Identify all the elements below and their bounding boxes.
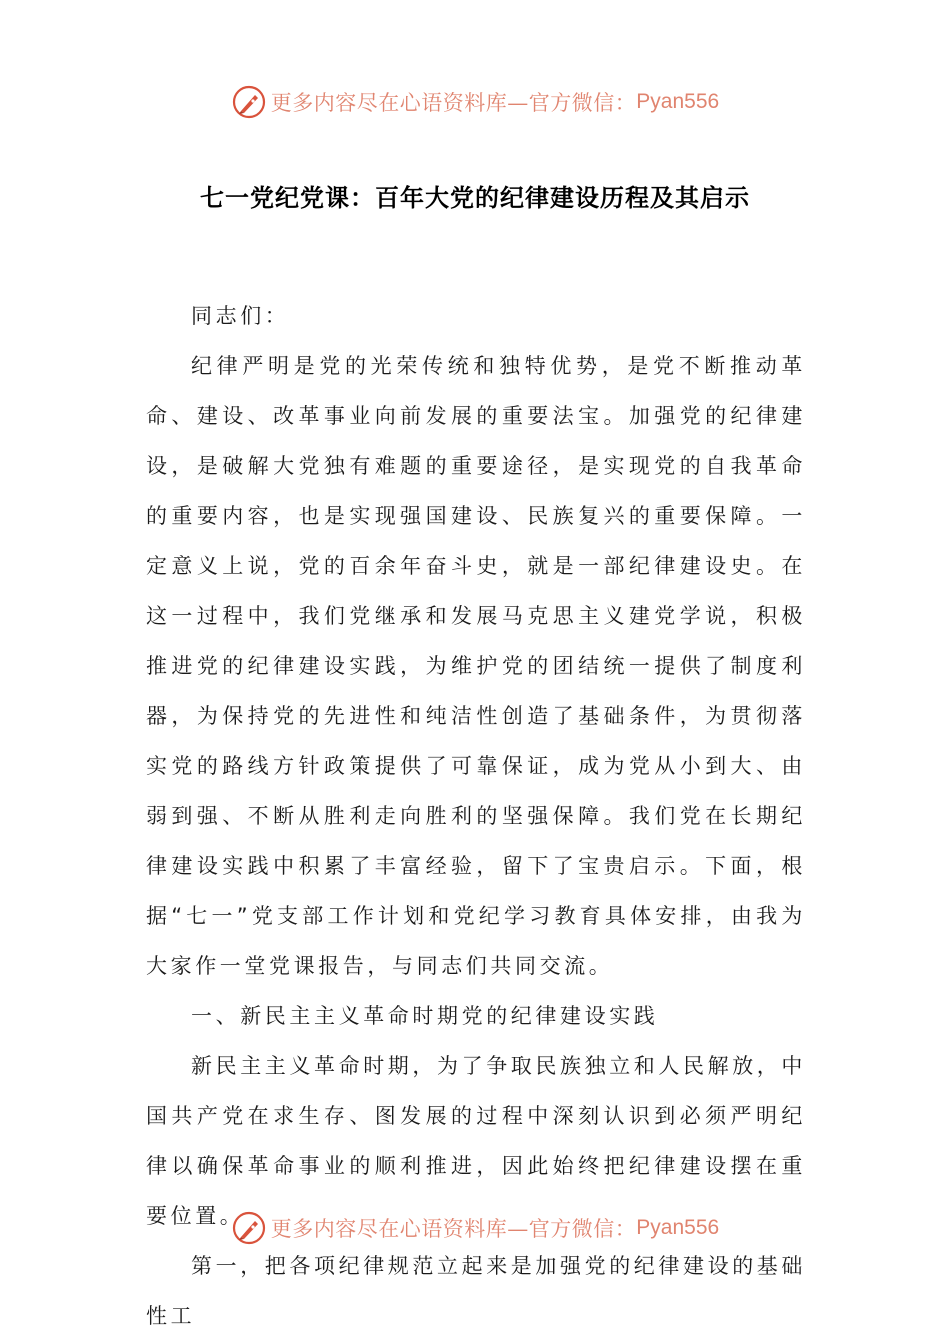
section-heading: 一、新民主主义革命时期党的纪律建设实践 (191, 1004, 659, 1028)
watermark-text: 更多内容尽在心语资料库—官方微信： (270, 91, 637, 115)
watermark-banner-bottom (0, 1206, 950, 1250)
paragraph: 第一，把各项纪律规范立起来是加强党的纪律建设的基础性工 (146, 1254, 806, 1328)
watermark-banner-top (0, 80, 950, 124)
pen-nib-logo-icon (231, 1210, 267, 1246)
paragraph: 新民主主义革命时期，为了争取民族独立和人民解放，中国共产党在求生存、图发展的过程中深刻认识到必须严明纪律以确保革命事业的顺利推进，因此始终把纪律建设摆在重要位置。 (146, 1054, 806, 1228)
document-title: 七一党纪党课：百年大党的纪律建设历程及其启示 (200, 184, 750, 212)
salutation: 同志们： (191, 304, 290, 328)
watermark-text: 更多内容尽在心语资料库—官方微信： (270, 1217, 637, 1241)
watermark-wechat-id: Pyan556 (636, 1216, 720, 1239)
document-body (146, 291, 806, 1341)
pen-nib-logo-icon (231, 84, 267, 120)
paragraph: 纪律严明是党的光荣传统和独特优势，是党不断推动革命、建设、改革事业向前发展的重要法宝。加强党的纪律建设，是破解大党独有难题的重要途径，是实现党的自我革命的重要内容，也是实现强国建设、民族复兴的重要保障。一定意义上说，党的百余年奋斗史，就是一部纪律建设史。在这一过程中，我们党继承和发展马克思主义建党学说，积极推进党的纪律建设实践，为维护党的团结统一提供了制度利器，为保持党的先进性和纯洁性创造了基础条件，为贯彻落实党的路线方针政策提供了可靠保证，成为党从小到大、由弱到强、不断从胜利走向胜利的坚强保障。我们党在长期纪律建设实践中积累了丰富经验，留下了宝贵启示。下面，根据“七一”党支部工作计划和党纪学习教育具体安排，由我为大家作一堂党课报告，与同志们共同交流。 (146, 354, 806, 978)
watermark-wechat-id: Pyan556 (636, 90, 720, 113)
